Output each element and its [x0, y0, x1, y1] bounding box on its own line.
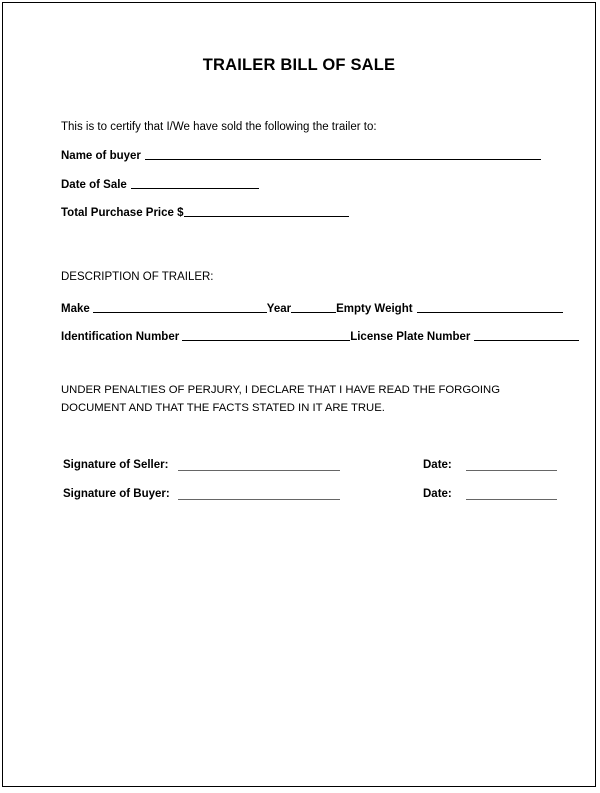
seller-date-field[interactable] [466, 470, 557, 471]
total-price-label: Total Purchase Price $ [61, 207, 184, 219]
intro-text: This is to certify that I/We have sold the following the trailer to: [61, 121, 377, 133]
seller-signature-field[interactable] [178, 470, 340, 471]
seller-signature-row [63, 459, 563, 475]
buyer-name-field[interactable] [145, 148, 541, 160]
empty-weight-field[interactable] [417, 301, 563, 313]
license-plate-field[interactable] [474, 329, 579, 341]
buyer-name-row [61, 148, 541, 162]
buyer-signature-field[interactable] [178, 499, 340, 500]
identification-field[interactable] [182, 329, 350, 341]
date-of-sale-label: Date of Sale [61, 179, 127, 191]
identification-label: Identification Number [61, 331, 180, 343]
make-year-weight-row [61, 301, 563, 315]
buyer-signature-row [63, 488, 563, 504]
date-of-sale-field[interactable] [131, 177, 259, 189]
document-title: TRAILER BILL OF SALE [202, 56, 396, 74]
empty-weight-label: Empty Weight [336, 303, 413, 315]
buyer-signature-label: Signature of Buyer: [63, 488, 170, 500]
license-plate-label: License Plate Number [350, 331, 471, 343]
seller-signature-label: Signature of Seller: [63, 459, 169, 471]
buyer-date-label: Date: [423, 488, 452, 500]
year-label: Year [266, 303, 292, 315]
date-of-sale-row [61, 177, 259, 191]
total-price-row [61, 205, 349, 219]
buyer-name-label: Name of buyer [61, 150, 141, 162]
description-heading: DESCRIPTION OF TRAILER: [61, 271, 214, 283]
seller-date-label: Date: [423, 459, 452, 471]
total-price-field[interactable] [184, 205, 349, 217]
make-label: Make [61, 303, 90, 315]
perjury-declaration: UNDER PENALTIES OF PERJURY, I DECLARE THAT I HAVE READ THE FORGOING DOCUMENT AND THAT THE FACTS STATED IN IT ARE TRUE. [61, 384, 500, 414]
identification-plate-row [61, 329, 579, 343]
buyer-date-field[interactable] [466, 499, 557, 500]
make-field[interactable] [93, 301, 267, 313]
year-field[interactable] [291, 301, 336, 313]
bill-of-sale-page [2, 2, 596, 787]
